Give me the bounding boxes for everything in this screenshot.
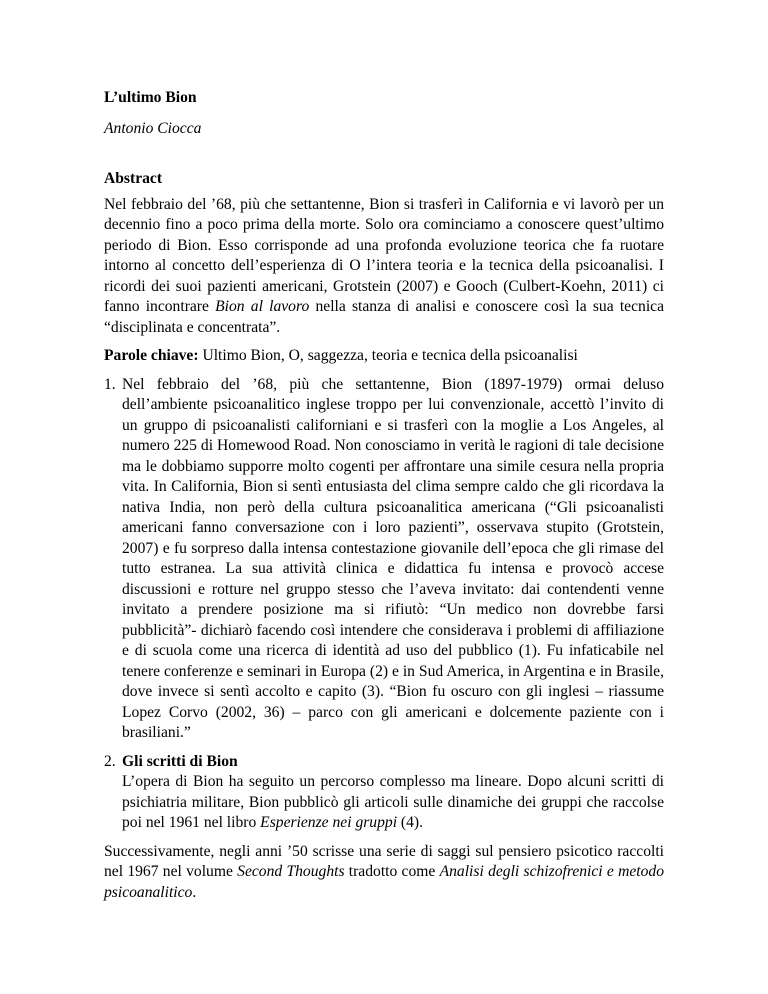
numbered-sections: [104, 375, 664, 834]
section-1-number: 1.: [104, 375, 116, 393]
section-2: [104, 752, 664, 834]
section-1-text: Nel febbraio del ’68, più che settantenne, Bion (1897-1979) ormai deluso dell’ambiente psicoanalitico inglese troppo per lui convenzionale, accettò l’invito di un gruppo di psicoanalisti californiani e si trasferì con la moglie a Los Angeles, al numero 225 di Homewood Road. Non conosciamo in verità le ragioni di tale decisione ma le dobbiamo supporre molto cogenti per affrontare una simile cesura nella propria vita. In California, Bion si sentì entusiasta del clima sempre caldo che gli ricordava la nativa India, non però della cultura psicoanalitica americana (“Gli psicoanalisti americani fanno conversazione con i loro pazienti”, osservava stupito (Grotstein, 2007) e fu sorpreso dalla intensa contestazione giovanile dell’epoca che gli rimase del tutto estranea. La sua attività clinica e didattica fu intensa e provocò accese discussioni e rotture nel gruppo stesso che l’aveva invitato: dai contendenti venne invitato a prendere posizione ma si rifiutò: “Un medico non dovrebbe farsi pubblicità”- dichiarò facendo così intendere che considerava i problemi di affiliazione e di scuola come una ricerca di identità ad uso del pubblico (1). Fu infaticabile nel tenere conferenze e seminari in Europa (2) e in Sud America, in Argentina e in Brasile, dove invece si sentì accolto e capito (3). “Bion fu oscuro con gli inglesi – riassume Lopez Corvo (2002, 36) – parco con gli americani e dolcemente paziente con i brasiliani.”: [122, 375, 664, 741]
abstract-paragraph: [104, 195, 664, 339]
abstract-text-part-2: nella stanza di analisi e conoscere così la sua tecnica “disciplinata e concentrata”.: [104, 298, 664, 336]
closing-italic-2: Analisi degli schizofrenici e metodo psicoanalitico: [104, 863, 664, 901]
section-1: [104, 375, 664, 744]
document-author: Antonio Ciocca: [104, 119, 202, 137]
abstract-italic-title: Bion al lavoro: [215, 298, 310, 315]
keywords-line: [104, 346, 664, 367]
abstract-heading: Abstract: [104, 170, 163, 187]
section-2-heading: Gli scritti di Bion: [122, 752, 238, 770]
section-2-italic-title: Esperienze nei gruppi: [260, 814, 398, 831]
document-title: L’ultimo Bion: [104, 89, 197, 106]
closing-text-part-3: .: [192, 883, 197, 901]
keywords-label: Parole chiave:: [104, 347, 199, 364]
section-2-text-part-2: (4).: [397, 814, 424, 831]
closing-paragraph: [104, 842, 664, 904]
abstract-text-part-1: Nel febbraio del ’68, più che settantenne, Bion si trasferì in California e vi lavorò per un decennio fino a poco prima della morte. Solo ora cominciamo a conoscere quest’ultimo periodo di Bion. Esso corrisponde ad una profonda evoluzione teorica che fa ruotare intorno al concetto dell’esperienza di O l’intera teoria e la tecnica della psicoanalisi. I ricordi dei suoi pazienti americani, Grotstein (2007) e Gooch (Culbert-Koehn, 2011) ci fanno incontrare: [104, 195, 664, 315]
section-2-text-part-1: L’opera di Bion ha seguito un percorso complesso ma lineare. Dopo alcuni scritti di psichiatria militare, Bion pubblicò gli articoli sulle dinamiche dei gruppi che raccolse poi nel 1961 nel libro: [122, 773, 664, 831]
closing-text-part-2: tradotto come: [344, 863, 440, 880]
closing-italic-1: Second Thoughts: [237, 863, 345, 880]
closing-text-part-1: Successivamente, negli anni ’50 scrisse una serie di saggi sul pensiero psicotico raccolti nel 1967 nel volume: [104, 842, 664, 880]
section-2-number: 2.: [104, 752, 116, 770]
keywords-text: Ultimo Bion, O, saggezza, teoria e tecnica della psicoanalisi: [198, 347, 578, 364]
document-body: [104, 88, 664, 903]
